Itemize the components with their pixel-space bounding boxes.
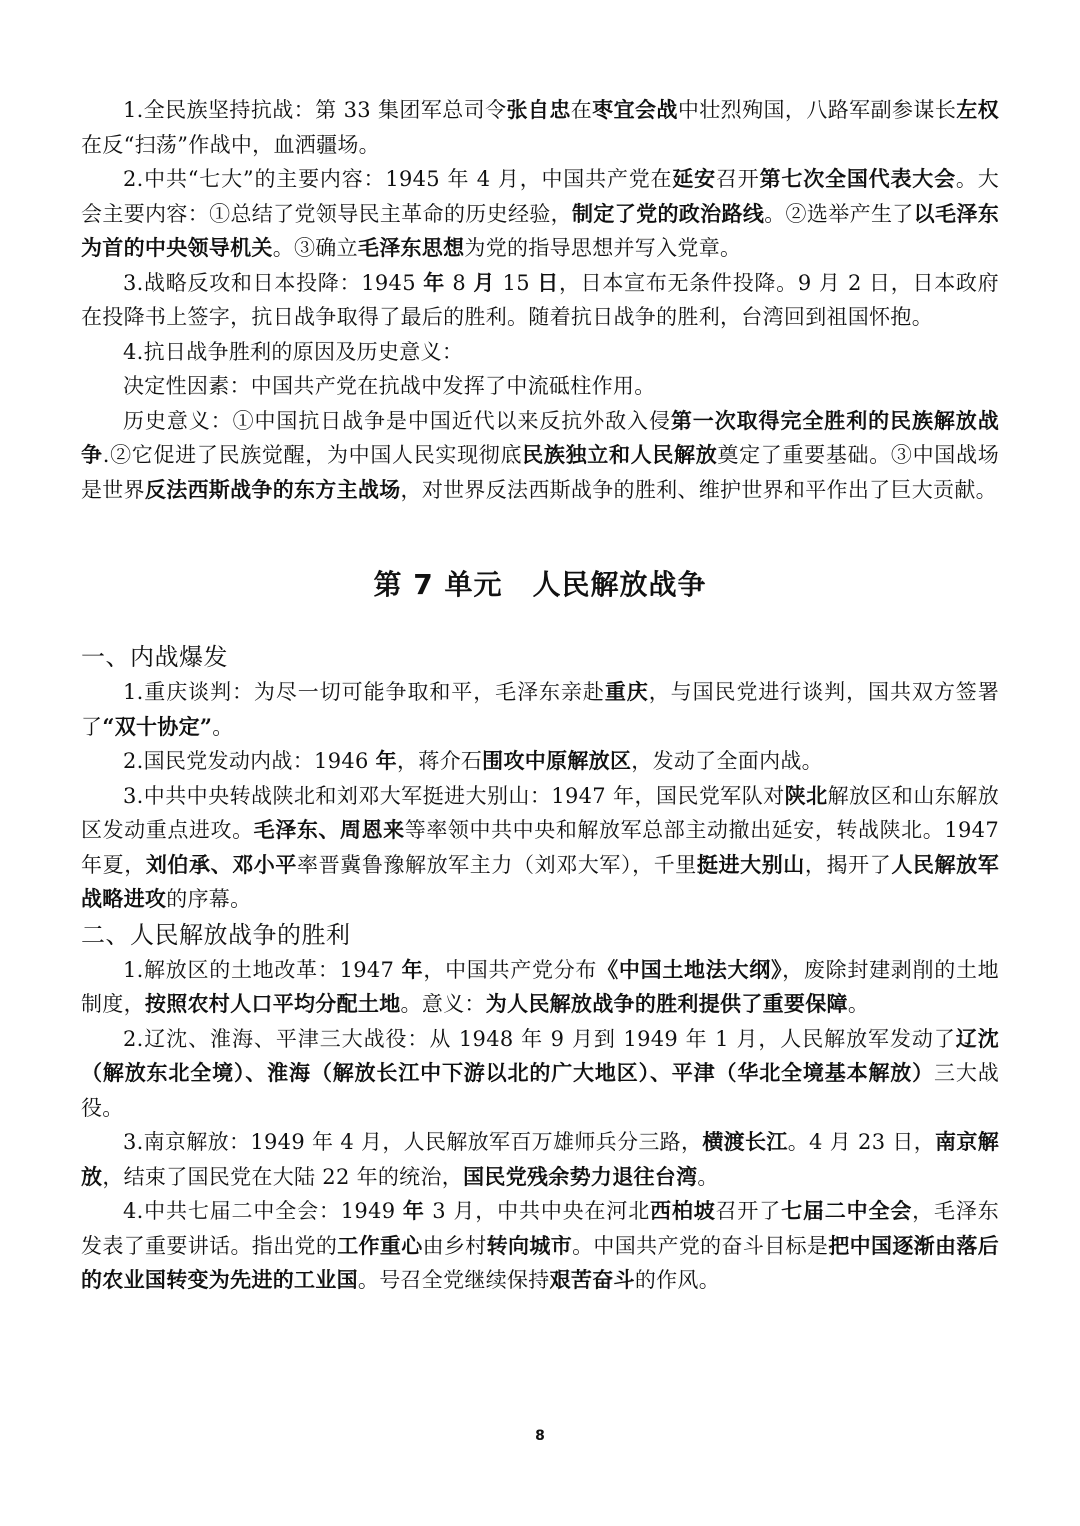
paragraph-victory-1: 1.解放区的土地改革：1947 年，中国共产党分布《中国土地法大纲》，废除封建剥削的土地制度，按照农村人口平均分配土地。意义：为人民解放战争的胜利提供了重要保障。 [81,956,999,1016]
paragraph-resistance-2: 2.中共“七大”的主要内容：1945 年 4 月，中国共产党在延安召开第七次全国代表大会。大会主要内容：①总结了党领导民主革命的历史经验，制定了党的政治路线。②选举产生了以毛泽东为首的中央领导机关。③确立毛泽东思想为党的指导思想并写入党章。 [81,166,1000,260]
paragraph-civil-war-3: 3.中共中央转战陕北和刘邓大军挺进大别山：1947 年，国民党军队对陕北解放区和山东解放区发动重点进攻。毛泽东、周恩来等率领中共中央和解放军总部主动撤出延安，转战陕北。1947 年夏，刘伯承、邓小平率晋冀鲁豫解放军主力（刘邓大军），千里挺进大别山，揭开了人民解放军战略进攻的序幕。 [81,782,1000,911]
page-number: 8 [535,1428,545,1444]
paragraph-resistance-1: 1.全民族坚持抗战：第 33 集团军总司令张自忠在枣宜会战中壮烈殉国，八路军副参谋长左权在反“扫荡”作战中，血洒疆场。 [81,97,999,157]
unit-title [81,565,999,605]
paragraph-resistance-4: 4.抗日战争胜利的原因及历史意义： [123,339,464,364]
page-content [81,93,999,1298]
paragraph-civil-war-1: 1.重庆谈判：为尽一切可能争取和平，毛泽东亲赴重庆，与国民党进行谈判，国共双方签署了“双十协定”。 [81,679,999,739]
section-title-civil-war: 一、内战爆发 [81,643,228,671]
unit-number: 第 7 单元 [373,568,503,601]
paragraph-resistance-6: 历史意义：①中国抗日战争是中国近代以来反抗外敌入侵第一次取得完全胜利的民族解放战争.②它促进了民族觉醒，为中国人民实现彻底民族独立和人民解放奠定了重要基础。③中国战场是世界反法西斯战争的东方主战场，对世界反法西斯战争的胜利、维护世界和平作出了巨大贡献。 [81,407,1000,502]
paragraph-victory-2: 2.辽沈、淮海、平津三大战役：从 1948 年 9 月到 1949 年 1 月，人民解放军发动了辽沈（解放东北全境）、淮海（解放长江中下游以北的广大地区）、平津（华北全境基本解放）三大战役。 [81,1025,999,1120]
paragraph-resistance-3: 3.战略反攻和日本投降：1945 年 8 月 15 日，日本宣布无条件投降。9 月 2 日，日本政府在投降书上签字，抗日战争取得了最后的胜利。随着抗日战争的胜利，台湾回到祖国怀抱。 [81,269,999,329]
section-title-victory: 二、人民解放战争的胜利 [81,920,351,949]
paragraph-civil-war-2: 2.国民党发动内战：1946 年，蒋介石围攻中原解放区，发动了全面内战。 [123,748,823,773]
unit-name: 人民解放战争 [532,568,707,601]
paragraph-victory-3: 3.南京解放：1949 年 4 月，人民解放军百万雄师兵分三路，横渡长江。4 月 23 日，南京解放，结束了国民党在大陆 22 年的统治，国民党残余势力退往台湾。 [81,1129,999,1189]
paragraph-victory-4: 4.中共七届二中全会：1949 年 3 月，中共中央在河北西柏坡召开了七届二中全会，毛泽东发表了重要讲话。指出党的工作重心由乡村转向城市。中国共产党的奋斗目标是把中国逐渐由落后的农业国转变为先进的工业国。号召全党继续保持艰苦奋斗的作风。 [81,1198,1000,1292]
paragraph-resistance-5: 决定性因素：中国共产党在抗战中发挥了中流砥柱作用。 [123,374,656,398]
